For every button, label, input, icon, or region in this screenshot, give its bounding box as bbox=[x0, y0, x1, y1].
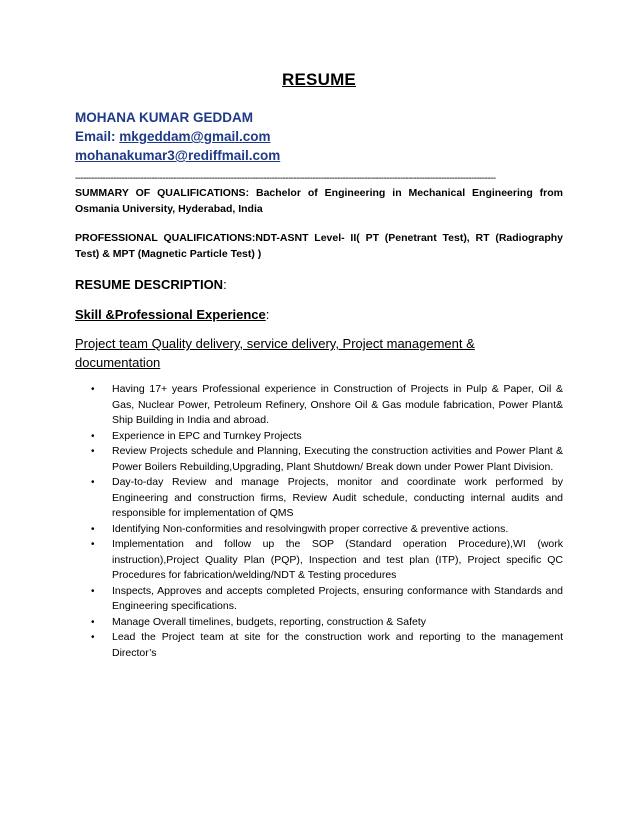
list-item-text: Inspects, Approves and accepts completed Projects, ensuring conformance with Standards and Engineering specifications. bbox=[112, 584, 563, 612]
list-item bbox=[75, 382, 563, 429]
experience-list bbox=[75, 382, 563, 661]
heading-colon: : bbox=[223, 277, 227, 292]
list-item bbox=[75, 537, 563, 584]
resume-page bbox=[75, 70, 563, 661]
list-item-text: Having 17+ years Professional experience in Construction of Projects in Pulp & Paper, Oil & Gas, Nuclear Power, Petroleum Refinery, Onshore Oil & Gas module fabrication, Power Plant& Ship Building in India and abroad. bbox=[112, 383, 563, 426]
bullet-icon: • bbox=[91, 384, 95, 395]
list-item bbox=[75, 615, 563, 631]
skill-heading bbox=[75, 306, 563, 324]
bullet-icon: • bbox=[91, 430, 95, 442]
summary-of-qualifications: SUMMARY OF QUALIFICATIONS: Bachelor of Engineering in Mechanical Engineering from Osmania University, Hyderabad, India bbox=[75, 187, 563, 215]
list-item-text: Identifying Non-conformities and resolvingwith proper corrective & preventive actions. bbox=[112, 522, 509, 535]
list-item bbox=[75, 475, 563, 522]
list-item bbox=[75, 444, 563, 475]
bullet-icon: • bbox=[91, 446, 95, 457]
email-link-primary[interactable]: mkgeddam@gmail.com bbox=[119, 129, 271, 144]
email-line-secondary bbox=[75, 146, 563, 165]
list-item-text: Experience in EPC and Turnkey Projects bbox=[112, 429, 302, 442]
bullet-icon: • bbox=[91, 523, 95, 535]
list-item-text: Review Projects schedule and Planning, Executing the construction activities and Power Plant & Power Boilers Rebuilding,Upgrading, Plant Shutdown/ Break down under Power Plant Division. bbox=[112, 445, 563, 473]
bullet-icon: • bbox=[91, 477, 95, 488]
heading-colon: : bbox=[265, 307, 270, 322]
email-label: Email: bbox=[75, 129, 120, 144]
list-item-text: Implementation and follow up the SOP (Standard operation Procedure),WI (work instruction),Project Quality Plan (PQP), Inspection and test plan (ITP), Project specific QC Procedures for fabrication/welding/NDT & Testing procedures bbox=[112, 538, 563, 581]
list-item bbox=[75, 630, 563, 661]
email-link-secondary[interactable]: mohanakumar3@rediffmail.com bbox=[75, 148, 281, 163]
list-item bbox=[75, 429, 563, 445]
list-item-text: Lead the Project team at site for the construction work and reporting to the management Director’s bbox=[112, 631, 563, 659]
roles-text: Project team Quality delivery, service delivery, Project management & documentation bbox=[75, 336, 475, 370]
separator-line: ---------------------------------------------------------------------------------------------------------------------------------------------------------- bbox=[75, 173, 496, 184]
professional-qualifications: PROFESSIONAL QUALIFICATIONS:NDT-ASNT Level- II( PT (Penetrant Test), RT (Radiography Test) & MPT (Magnetic Particle Test) ) bbox=[75, 232, 563, 260]
bullet-icon: • bbox=[91, 539, 95, 550]
list-item-text: Manage Overall timelines, budgets, reporting, construction & Safety bbox=[112, 615, 426, 628]
bullet-icon: • bbox=[91, 632, 95, 643]
resume-description-heading bbox=[75, 276, 563, 294]
email-line bbox=[75, 127, 563, 146]
list-item-text: Day-to-day Review and manage Projects, monitor and coordinate work performed by Engineering and construction firms, Review Audit schedule, conducting internal audits and responsible for implementation of QMS bbox=[112, 476, 563, 519]
bullet-icon: • bbox=[91, 616, 95, 628]
list-item bbox=[75, 584, 563, 615]
resume-description-label: RESUME DESCRIPTION bbox=[75, 277, 224, 292]
page-title: RESUME bbox=[282, 70, 356, 89]
skill-heading-label: Skill &Professional Experience bbox=[75, 307, 266, 322]
list-item bbox=[75, 522, 563, 538]
roles-line bbox=[75, 334, 563, 372]
candidate-name: MOHANA KUMAR GEDDAM bbox=[75, 110, 253, 125]
bullet-icon: • bbox=[91, 585, 95, 597]
